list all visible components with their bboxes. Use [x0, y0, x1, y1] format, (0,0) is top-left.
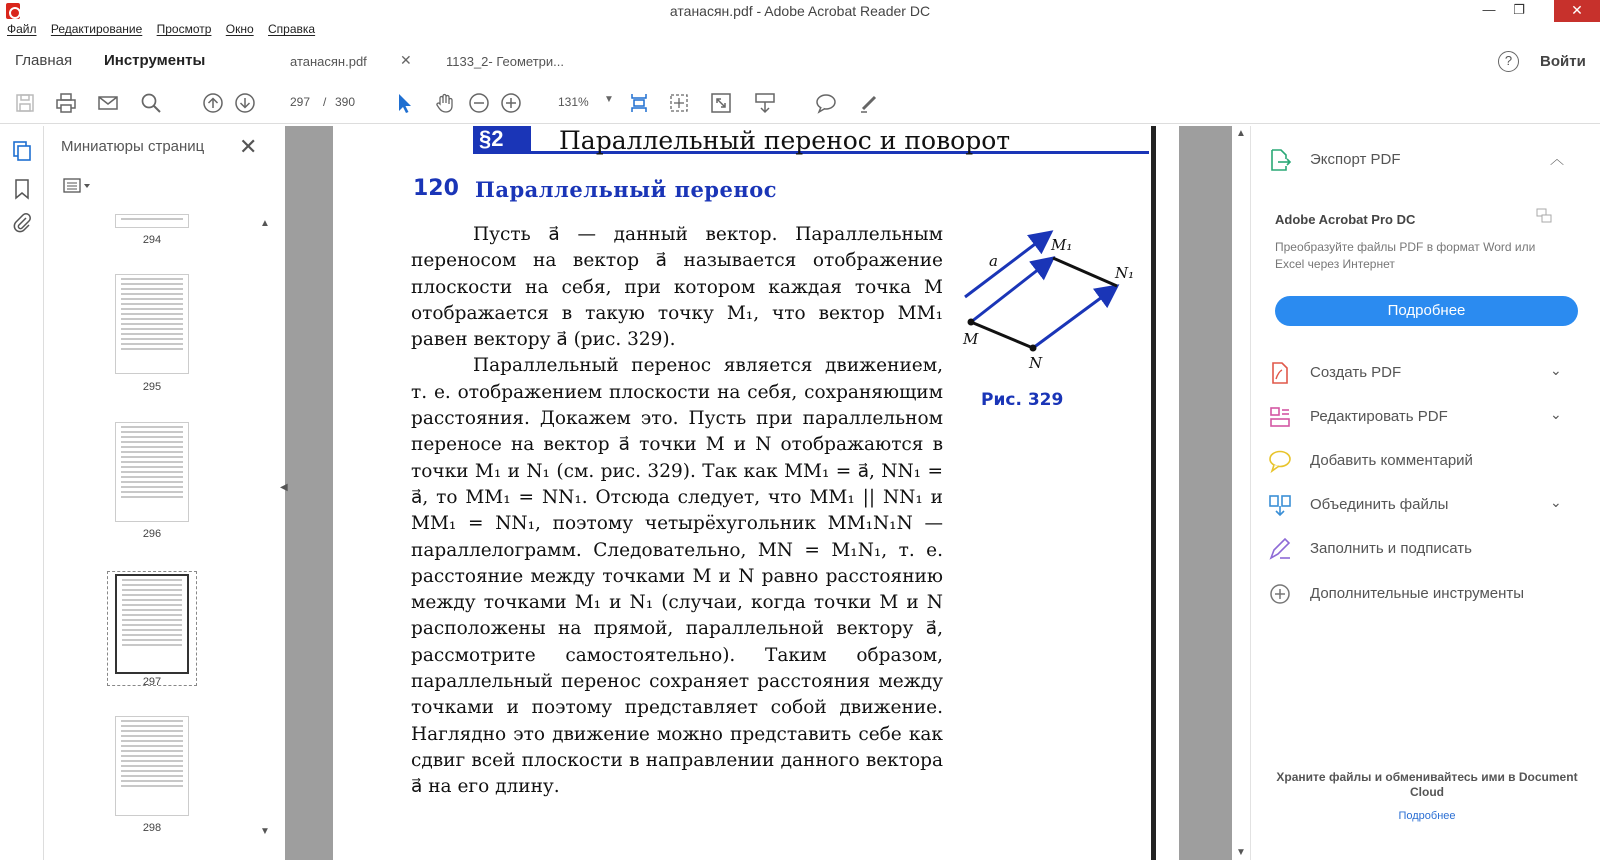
print-icon[interactable]	[55, 92, 77, 114]
figure-caption: Рис. 329	[981, 390, 1064, 410]
switch-account-icon[interactable]	[1536, 208, 1552, 229]
thumbnail-options-icon[interactable]	[63, 178, 93, 199]
thumbnail-page-296[interactable]	[115, 422, 189, 522]
nav-tools[interactable]: Инструменты	[104, 52, 206, 69]
page-thumbnails-icon[interactable]	[11, 140, 33, 162]
paragraph-proof: Параллельный перенос является движением, т. е. отображением плоскости на себя, сохраняющим расстояния. Докажем это. Пусть при параллельном переносе на вектор a⃗ точки M и N отображаются в точки M₁ и N₁ (см. рис. 329). Так как MM₁ = a⃗, NN₁ = a⃗, то MM₁ = NN₁. Отсюда следует, что MM₁ || NN₁ и MM₁ = NN₁, поэтому четырёхугольник MM₁N₁N — параллелограмм. Следовательно, MN = M₁N₁, т. е. расстояние между точками M и N равно расстоянию между точками M₁ и N₁ (случаи, когда точки M и N расположены на прямой, параллельной вектору a⃗, рассмотрите самостоятельно). Таким образом, параллельный перенос сохраняет расстояния между точками и поэтому представляет собой движение. Наглядно это движение можно представить себе как сдвиг всей плоскости в направлении данного вектора a⃗ на его длину.	[411, 355, 943, 798]
close-panel-icon[interactable]: ✕	[239, 134, 258, 159]
menu-help[interactable]: Справка	[268, 22, 316, 36]
left-rail	[0, 126, 44, 860]
combine-files-icon	[1268, 493, 1292, 517]
add-comment-icon	[1268, 449, 1292, 473]
comment-icon[interactable]	[815, 92, 837, 114]
scroll-mode-icon[interactable]	[754, 92, 776, 114]
nav-home[interactable]: Главная	[15, 52, 73, 69]
point-m	[968, 319, 975, 326]
thumbnail-label: 294	[142, 234, 162, 246]
label-a: a	[989, 252, 998, 270]
page-display-icon[interactable]	[628, 92, 650, 114]
close-window-button[interactable]: ✕	[1554, 0, 1600, 22]
tools-pane-divider	[1250, 126, 1251, 860]
create-pdf-icon	[1268, 361, 1292, 385]
more-tools-icon	[1268, 582, 1292, 606]
thumbnail-page-295[interactable]	[115, 274, 189, 374]
thumbnail-label: 296	[142, 528, 162, 540]
edit-pdf-icon	[1268, 405, 1292, 429]
fit-page-icon[interactable]	[668, 92, 690, 114]
doc-tab-atanasyan[interactable]: атанасян.pdf	[290, 54, 367, 69]
nav-row	[0, 44, 1600, 78]
page-separator: /	[323, 95, 327, 109]
document-scrollbar[interactable]	[1232, 126, 1250, 860]
doc-tab-geometry[interactable]: 1133_2- Геометри...	[446, 54, 565, 69]
previous-page-icon[interactable]	[202, 92, 224, 114]
combine-files-label: Объединить файлы	[1310, 496, 1449, 513]
window-title: атанасян.pdf - Adobe Acrobat Reader DC	[669, 3, 931, 19]
help-icon[interactable]: ?	[1498, 51, 1519, 72]
tool-combine-files[interactable]	[1268, 491, 1578, 521]
menu-window[interactable]: Окно	[225, 22, 254, 36]
pdf-page	[333, 126, 1179, 860]
thumbnail-page-294[interactable]	[115, 214, 189, 228]
thumbnails-title: Миниатюры страниц	[61, 138, 205, 155]
fill-sign-icon	[1268, 537, 1292, 561]
doc-tab-close-icon[interactable]: ✕	[400, 52, 412, 68]
fill-sign-label: Заполнить и подписать	[1310, 540, 1472, 557]
tool-add-comment[interactable]	[1268, 447, 1578, 477]
expand-caret-icon[interactable]: ⌄	[1550, 362, 1562, 378]
body-text	[411, 222, 943, 801]
email-icon[interactable]	[97, 92, 119, 114]
restore-button[interactable]: ❐	[1513, 2, 1525, 17]
hand-tool-icon[interactable]	[434, 92, 456, 114]
tool-fill-sign[interactable]	[1268, 535, 1578, 565]
tool-more-tools[interactable]	[1268, 580, 1578, 610]
thumbnail-page-298[interactable]	[115, 716, 189, 816]
attachment-icon[interactable]	[11, 212, 33, 234]
thumbnails-panel	[45, 126, 285, 860]
zoom-in-icon[interactable]	[500, 92, 522, 114]
label-m: M	[963, 330, 979, 348]
label-n: N	[1029, 354, 1043, 372]
promo-title: Adobe Acrobat Pro DC	[1275, 212, 1416, 227]
section-sign: §2	[473, 126, 531, 154]
learn-more-button[interactable]: Подробнее	[1275, 296, 1578, 326]
zoom-out-icon[interactable]	[468, 92, 490, 114]
save-icon[interactable]	[14, 92, 36, 114]
vector-nn1-arrow	[1033, 286, 1117, 348]
current-page-field[interactable]: 297	[290, 95, 311, 109]
zoom-dropdown-icon[interactable]: ▼	[604, 94, 614, 105]
title-bar	[0, 0, 1600, 22]
export-pdf-icon	[1268, 148, 1292, 172]
menu-edit[interactable]: Редактирование	[50, 22, 143, 36]
thumbs-scroll-up-icon[interactable]: ▲	[260, 218, 270, 229]
total-pages: 390	[335, 95, 356, 109]
expand-caret-icon[interactable]: ⌄	[1550, 406, 1562, 422]
thumbnail-page-297[interactable]	[115, 574, 189, 674]
page-scan-edge	[1151, 126, 1156, 860]
collapse-caret-icon[interactable]: ︿	[1550, 151, 1564, 167]
segment-m1n1	[1053, 258, 1117, 286]
subsection-title: Параллельный перенос	[475, 177, 778, 202]
add-comment-label: Добавить комментарий	[1310, 452, 1473, 469]
menu-file[interactable]: Файл	[7, 22, 37, 36]
thumbnail-label: 298	[142, 822, 162, 834]
next-page-icon[interactable]	[234, 92, 256, 114]
label-n1: N₁	[1115, 264, 1135, 282]
bookmark-icon[interactable]	[11, 178, 33, 200]
tools-pane	[1250, 126, 1600, 860]
search-icon[interactable]	[140, 92, 162, 114]
toolbar	[0, 82, 1600, 124]
figure-329	[963, 222, 1153, 372]
signin-button[interactable]: Войти	[1540, 53, 1586, 70]
tool-edit-pdf[interactable]	[1268, 403, 1578, 433]
vector-a-arrow	[965, 232, 1051, 297]
point-n	[1030, 345, 1037, 352]
create-pdf-label: Создать PDF	[1310, 364, 1402, 381]
zoom-level-field[interactable]: 131%	[558, 95, 589, 109]
section-title: Параллельный перенос и поворот	[559, 126, 1011, 155]
menu-bar	[0, 22, 1600, 42]
thumbs-scroll-down-icon[interactable]: ▼	[260, 826, 270, 837]
tool-export-pdf[interactable]	[1268, 146, 1578, 176]
menu-view[interactable]: Просмотр	[156, 22, 212, 36]
segment-mn	[971, 322, 1033, 348]
minimize-button[interactable]: —	[1482, 2, 1496, 17]
more-tools-label: Дополнительные инструменты	[1310, 585, 1525, 602]
full-screen-icon[interactable]	[710, 92, 732, 114]
highlight-pen-icon[interactable]	[858, 92, 880, 114]
thumbnail-label: 295	[142, 381, 162, 393]
select-cursor-icon[interactable]	[393, 92, 415, 114]
label-m1: M₁	[1051, 236, 1073, 254]
scroll-up-icon[interactable]: ▲	[1236, 128, 1246, 139]
collapse-left-panel-icon[interactable]: ◀	[280, 482, 288, 493]
edit-pdf-label: Редактировать PDF	[1310, 408, 1448, 425]
expand-caret-icon[interactable]: ⌄	[1550, 494, 1562, 510]
document-cloud-link[interactable]: Подробнее	[1398, 810, 1456, 822]
promo-text: Преобразуйте файлы PDF в формат Word или Excel через Интернет	[1275, 240, 1536, 271]
thumbnail-label: 297	[142, 676, 162, 688]
subsection-number: 120	[413, 176, 459, 201]
vector-mm1-arrow	[971, 258, 1053, 322]
document-cloud-text: Храните файлы и обменивайтесь ими в Document Cloud	[1276, 770, 1578, 799]
scroll-down-icon[interactable]: ▼	[1236, 847, 1246, 858]
paragraph-definition: Пусть a⃗ — данный вектор. Параллельным переносом на вектор a⃗ называется отображение плоскости на себя, при котором каждая точка M отображается в такую точку M₁, что вектор MM₁ равен вектору a⃗ (рис. 329).	[411, 224, 943, 351]
tool-create-pdf[interactable]	[1268, 359, 1578, 389]
export-pdf-label: Экспорт PDF	[1310, 151, 1401, 168]
